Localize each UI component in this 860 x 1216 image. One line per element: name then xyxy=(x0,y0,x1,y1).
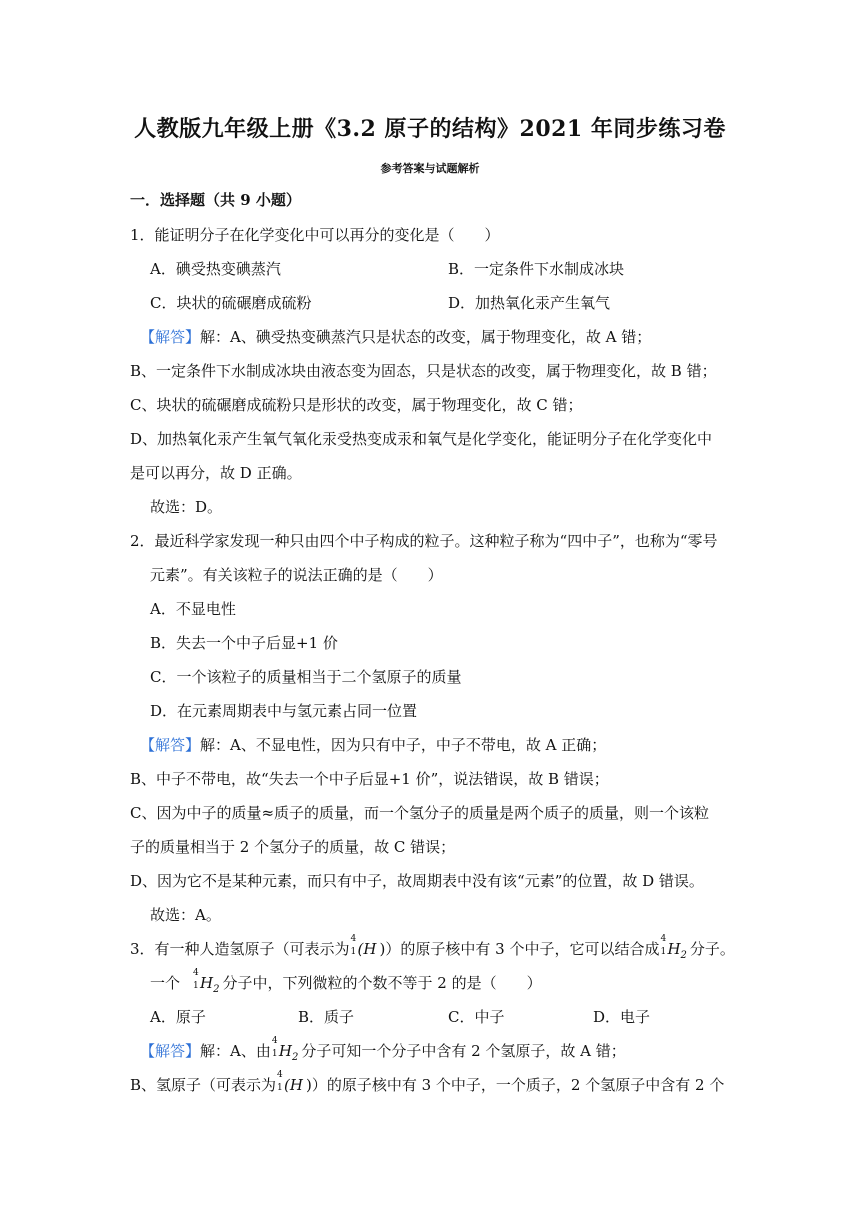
q2-option-c: C．一个该粒子的质量相当于二个氢原子的质量 xyxy=(150,668,462,686)
q1-option-a: A．碘受热变碘蒸汽 xyxy=(150,260,281,278)
q1-option-d: D．加热氧化汞产生氧气 xyxy=(448,294,611,312)
answer-tag: 【解答】 xyxy=(140,736,201,754)
q2-solution-line-3: C、因为中子的质量≈质子的质量，而一个氢分子的质量是两个质子的质量，则一个该粒 xyxy=(130,804,710,822)
q3-solution-line-2: B、氢原子（可表示为 4 1 (H )）的原子核中有 3 个中子，一个质子，2 个氢原子中含有 2 个 xyxy=(130,1070,725,1094)
q3-option-b: B．质子 xyxy=(298,1008,355,1026)
q3-solution-line-1: 【解答】解：A、由 4 1 $H_2$ 分子可知一个分子中含有 2 个氢原子，故 A 错； xyxy=(140,1041,626,1068)
q1-solution-line-1: 【解答】解：A、碘受热变碘蒸汽只是状态的改变，属于物理变化，故 A 错； xyxy=(140,328,652,346)
section-heading: 一．选择题（共 9 小题） xyxy=(130,191,301,209)
q2-stem-line-2: 元素”。有关该粒子的说法正确的是（ ） xyxy=(150,566,443,584)
q2-answer: 故选：A。 xyxy=(150,906,221,924)
nuclide-h2: 4 1 $H_2$ xyxy=(271,1036,299,1063)
q2-stem-line-1: 2．最近科学家发现一种只由四个中子构成的粒子。这种粒子称为“四中子”，也称为“零号 xyxy=(130,532,718,550)
q3-stem-line-1: 3．有一种人造氢原子（可表示为 4 1 (H )）的原子核中有 3 个中子，它可以结合成 4 1 $H_2$ 分子。 xyxy=(130,939,735,966)
nuclide-h2: 4 1 $H_2$ xyxy=(660,934,687,961)
page-subtitle: 参考答案与试题解析 xyxy=(380,162,480,175)
q2-solution-line-2: B、中子不带电，故“失去一个中子后显+1 价”，说法错误，故 B 错误； xyxy=(130,770,609,788)
q1-answer: 故选：D。 xyxy=(150,498,223,516)
nuclide-h: 4 1 (H xyxy=(350,934,377,958)
q2-solution-line-4: 子的质量相当于 2 个氢分子的质量，故 C 错误； xyxy=(130,838,456,856)
q1-option-c: C．块状的硫碾磨成硫粉 xyxy=(150,294,312,312)
answer-tag: 【解答】 xyxy=(140,328,201,346)
q2-option-d: D．在元素周期表中与氢元素占同一位置 xyxy=(150,702,418,720)
q2-option-b: B．失去一个中子后显+1 价 xyxy=(150,634,338,652)
q3-option-d: D．电子 xyxy=(593,1008,651,1026)
nuclide-h: 4 1 (H xyxy=(277,1070,303,1094)
page-title: 人教版九年级上册《3.2 原子的结构》2021 年同步练习卷 xyxy=(134,116,726,142)
q2-solution-line-5: D、因为它不是某种元素，而只有中子，故周期表中没有该“元素”的位置，故 D 错误。 xyxy=(130,872,704,890)
q3-option-a: A．原子 xyxy=(150,1008,206,1026)
q1-option-b: B．一定条件下水制成冰块 xyxy=(448,260,625,278)
nuclide-h2: 4 1 $H_2$ xyxy=(193,968,220,995)
q2-option-a: A．不显电性 xyxy=(150,600,236,618)
q1-solution-line-5: 是可以再分，故 D 正确。 xyxy=(130,464,302,482)
q1-solution-line-3: C、块状的硫碾磨成硫粉只是形状的改变，属于物理变化，故 C 错； xyxy=(130,396,583,414)
q2-solution-line-1: 【解答】解：A、不显电性，因为只有中子，中子不带电，故 A 正确； xyxy=(140,736,607,754)
q1-solution-line-4: D、加热氧化汞产生氧气氧化汞受热变成汞和氧气是化学变化，能证明分子在化学变化中 xyxy=(130,430,713,448)
q1-solution-line-2: B、一定条件下水制成冰块由液态变为固态，只是状态的改变，属于物理变化，故 B 错； xyxy=(130,362,717,380)
answer-tag: 【解答】 xyxy=(140,1042,201,1060)
q3-option-c: C．中子 xyxy=(448,1008,505,1026)
q3-stem-line-2: 一个 4 1 $H_2$ 分子中，下列微粒的个数不等于 2 的是（ ） xyxy=(150,973,542,1000)
q1-stem: 1．能证明分子在化学变化中可以再分的变化是（ ） xyxy=(130,226,500,244)
